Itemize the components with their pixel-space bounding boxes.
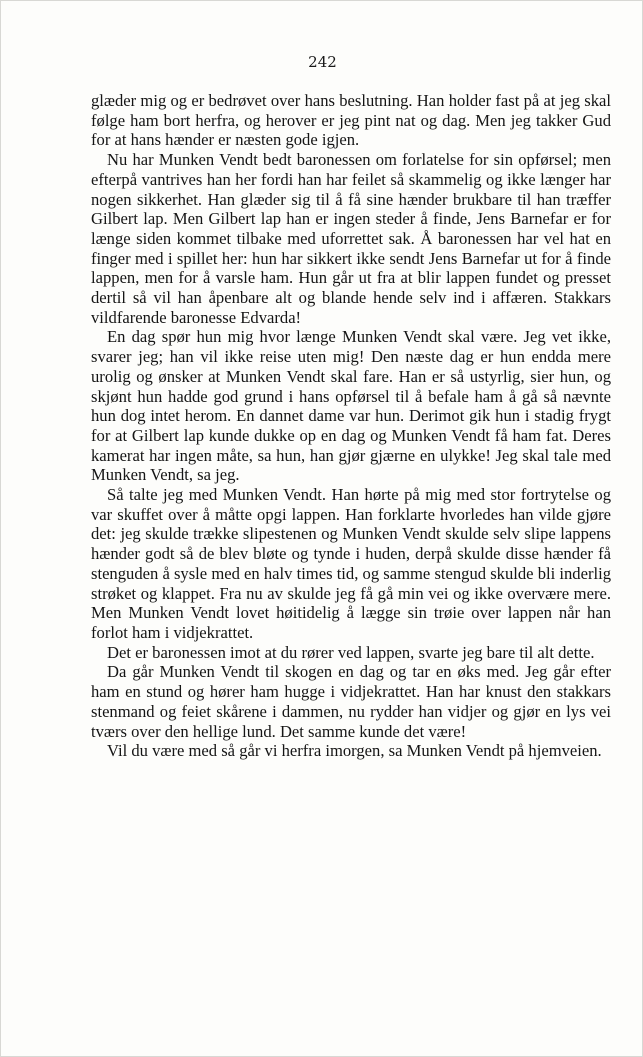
paragraph-2: Nu har Munken Vendt bedt baronessen om forlatelse for sin opførsel; men efterpå vantrives han her fordi han har feilet så skammelig og ikke længer har nogen sikkerhet. Han glæder sig til å få sine hænder brukbare til han træffer Gilbert lap. Men Gilbert lap han er ingen steder å finde, Jens Barnefar er for længe siden kommet tilbake med uforrettet sak. Å baronessen har vel hat en finger med i spillet her: hun har sikkert ikke sendt Jens Barnefar ut for å finde lappen, men for å varsle ham. Hun går ut fra at blir lappen fundet og presset dertil så vil han åpenbare alt og blande hende selv ind i affæren. Stakkars vildfarende baronesse Edvarda!: [91, 150, 611, 327]
paragraph-4: Så talte jeg med Munken Vendt. Han hørte på mig med stor fortrytelse og var skuffet over å måtte opgi lappen. Han forklarte hvorledes han vilde gjøre det: jeg skulde trække slipestenen og Munken Vendt skulde selv slipe lappens hænder godt så de blev bløte og tynde i huden, derpå skulde disse hænder få stenguden å sysle med en halv times tid, og samme stengud skulde bli inderlig strøket og klappet. Fra nu av skulde jeg få gå min vei og ikke overvære mere. Men Munken Vendt lovet høitidelig å lægge sin trøie over lappen når han forlot ham i vidjekrattet.: [91, 485, 611, 642]
paragraph-6: Da går Munken Vendt til skogen en dag og tar en øks med. Jeg går efter ham en stund og hører ham hugge i vidjekrattet. Han har knust den stakkars stenmand og feiet skårene i dammen, nu rydder han vidjer og gjør en lys vei tværs over den hellige lund. Det samme kunde det være!: [91, 662, 611, 741]
page-number: 242: [308, 53, 337, 71]
body-text: [91, 91, 611, 761]
paragraph-5: Det er baronessen imot at du rører ved lappen, svarte jeg bare til alt dette.: [107, 642, 595, 662]
paragraph-1: glæder mig og er bedrøvet over hans beslutning. Han holder fast på at jeg skal følge ham bort herfra, og herover er jeg pint nat og dag. Men jeg takker Gud for at hans hænder er næsten gode igjen.: [91, 91, 611, 150]
paragraph-7: Vil du være med så går vi herfra imorgen, sa Munken Vendt på hjemveien.: [107, 741, 602, 761]
paragraph-3: En dag spør hun mig hvor længe Munken Vendt skal være. Jeg vet ikke, svarer jeg; han vil ikke reise uten mig! Den næste dag er hun endda mere urolig og ønsker at Munken Vendt skal fare. Han er så ustyrlig, sier hun, og skjønt hun hadde god grund i hans opførsel til å befale ham å gå så nævnte hun dog intet herom. En dannet dame var hun. Derimot gik hun i stadig frygt for at Gilbert lap kunde dukke op en dag og Munken Vendt få ham fat. Deres kamerat har ingen måte, sa hun, han gjør gjærne en ulykke! Jeg skal tale med Munken Vendt, sa jeg.: [91, 327, 611, 485]
